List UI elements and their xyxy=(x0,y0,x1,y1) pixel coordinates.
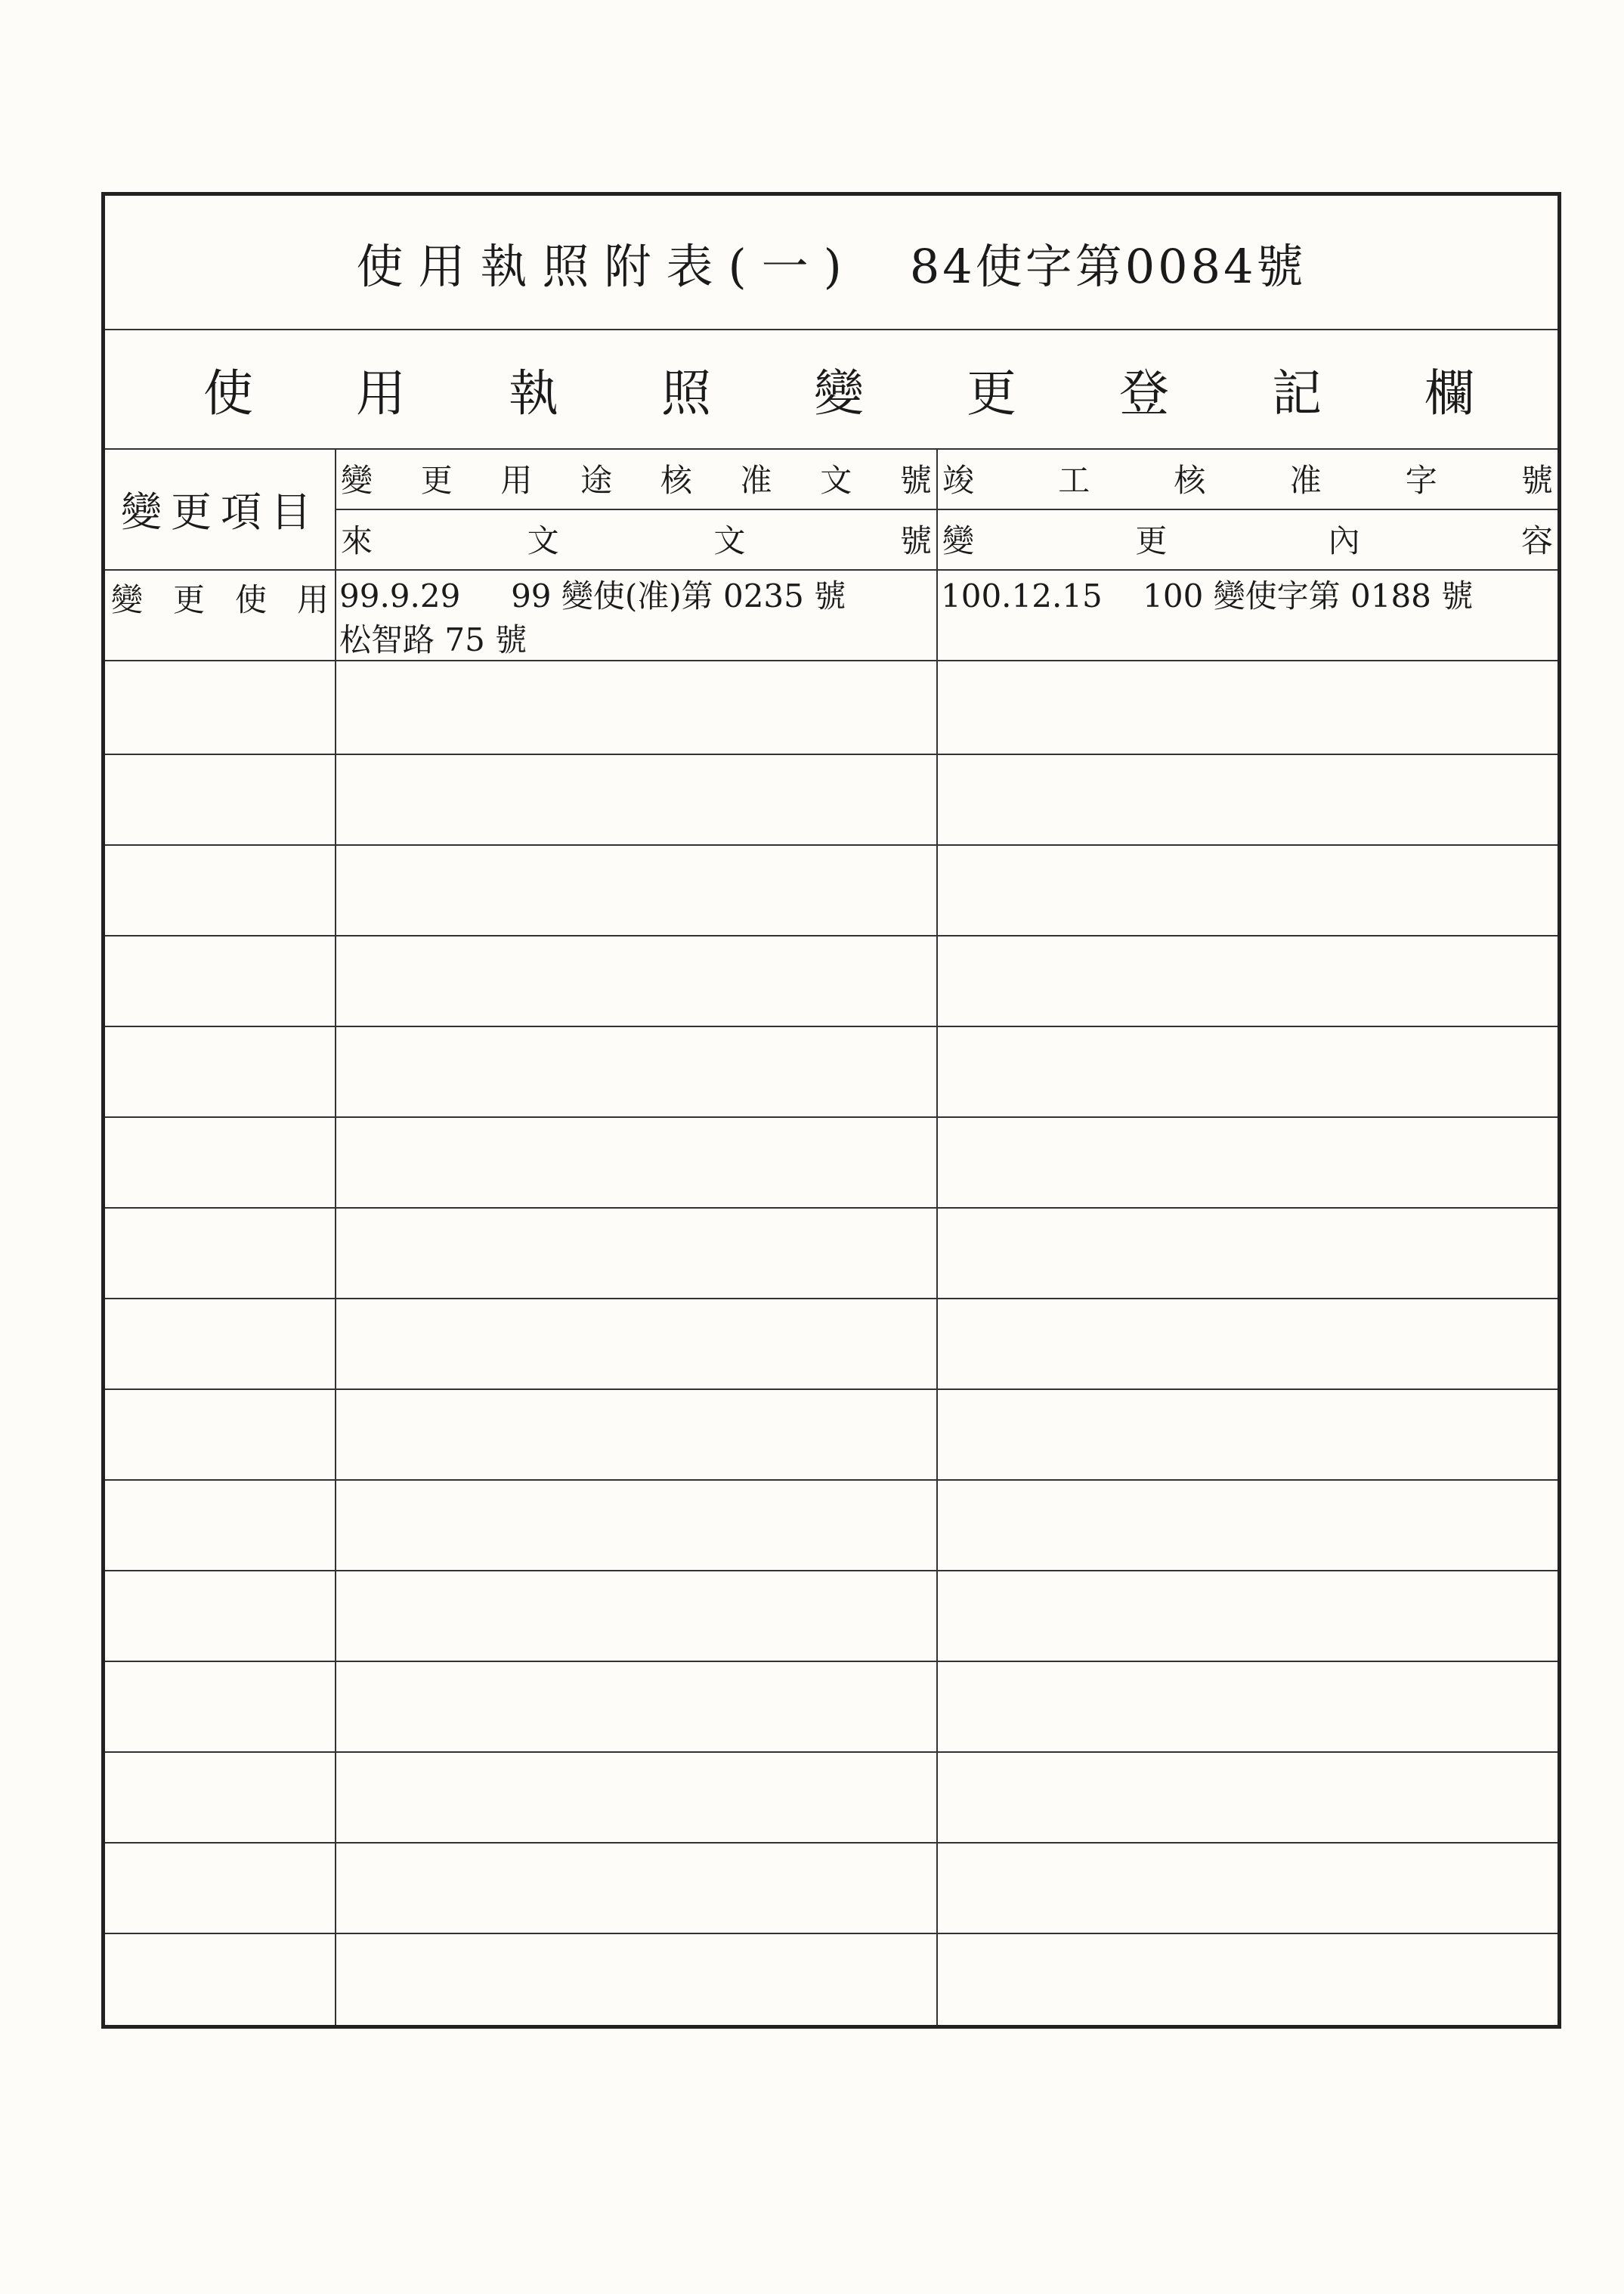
divider-header-inner xyxy=(336,509,1557,510)
header-char: 字 xyxy=(1405,462,1437,499)
row-item xyxy=(111,574,329,622)
header-incoming-doc-no xyxy=(341,509,932,569)
header-char: 工 xyxy=(1058,462,1090,499)
heading-char: 登 xyxy=(1119,364,1169,423)
row-item-char: 使 xyxy=(234,581,267,618)
row-divider xyxy=(105,1479,1557,1481)
header-char: 容 xyxy=(1520,522,1553,559)
header-char: 內 xyxy=(1328,522,1360,559)
header-char: 號 xyxy=(899,522,932,559)
divider-header xyxy=(105,569,1557,571)
row-divider xyxy=(105,1298,1557,1299)
header-char: 途 xyxy=(580,462,613,499)
document-title xyxy=(105,196,1557,329)
row-divider xyxy=(105,1933,1557,1934)
row-approval-no: 99.9.29 99 變使(准)第 0235 號 xyxy=(339,577,846,615)
header-char: 文 xyxy=(820,462,852,499)
heading-char: 變 xyxy=(814,364,864,423)
row-item-char: 變 xyxy=(111,581,144,618)
header-approval-doc-no xyxy=(341,448,932,509)
header-char: 變 xyxy=(942,522,975,559)
header-char: 准 xyxy=(740,462,772,499)
heading-char: 用 xyxy=(356,364,406,423)
header-char: 用 xyxy=(500,462,533,499)
row-divider xyxy=(105,1207,1557,1209)
header-char: 核 xyxy=(1174,462,1206,499)
header-change-item: 變更項目 xyxy=(121,488,320,536)
column-divider xyxy=(936,448,938,2025)
row-divider xyxy=(105,935,1557,936)
row-divider xyxy=(105,1751,1557,1753)
heading-char: 欄 xyxy=(1424,364,1474,423)
header-change-content xyxy=(942,509,1553,569)
header-char: 號 xyxy=(1520,462,1553,499)
header-char: 號 xyxy=(899,462,932,499)
heading-char: 更 xyxy=(967,364,1016,423)
row-divider xyxy=(105,660,1557,661)
heading-char: 執 xyxy=(509,364,558,423)
heading-char: 使 xyxy=(203,364,253,423)
license-number: 84使字第0084號 xyxy=(909,238,1307,294)
row-divider xyxy=(105,1116,1557,1118)
header-char: 來 xyxy=(341,522,373,559)
heading-char: 照 xyxy=(661,364,711,423)
row-divider xyxy=(105,1661,1557,1662)
header-char: 竣 xyxy=(942,462,975,499)
row-item-char: 用 xyxy=(296,581,329,618)
header-completion-no xyxy=(942,448,1553,509)
section-heading xyxy=(203,329,1474,448)
header-char: 變 xyxy=(341,462,373,499)
row-completion-no: 100.12.15 100 變使字第 0188 號 xyxy=(941,577,1474,615)
header-char: 文 xyxy=(713,522,746,559)
header-char: 更 xyxy=(1135,522,1168,559)
row-item-char: 更 xyxy=(172,581,205,618)
title-main: 使用執照附表(一) xyxy=(356,238,857,294)
row-divider xyxy=(105,1388,1557,1390)
row-divider xyxy=(105,1570,1557,1571)
row-divider xyxy=(105,844,1557,846)
header-char: 更 xyxy=(420,462,453,499)
column-divider xyxy=(335,448,336,2025)
row-divider xyxy=(105,1026,1557,1027)
heading-char: 記 xyxy=(1272,364,1322,423)
row-divider xyxy=(105,1842,1557,1844)
row-divider xyxy=(105,754,1557,755)
header-char: 准 xyxy=(1289,462,1322,499)
license-table xyxy=(101,192,1561,2029)
header-char: 文 xyxy=(527,522,559,559)
header-char: 核 xyxy=(660,462,692,499)
row-address: 松智路 75 號 xyxy=(339,621,527,658)
